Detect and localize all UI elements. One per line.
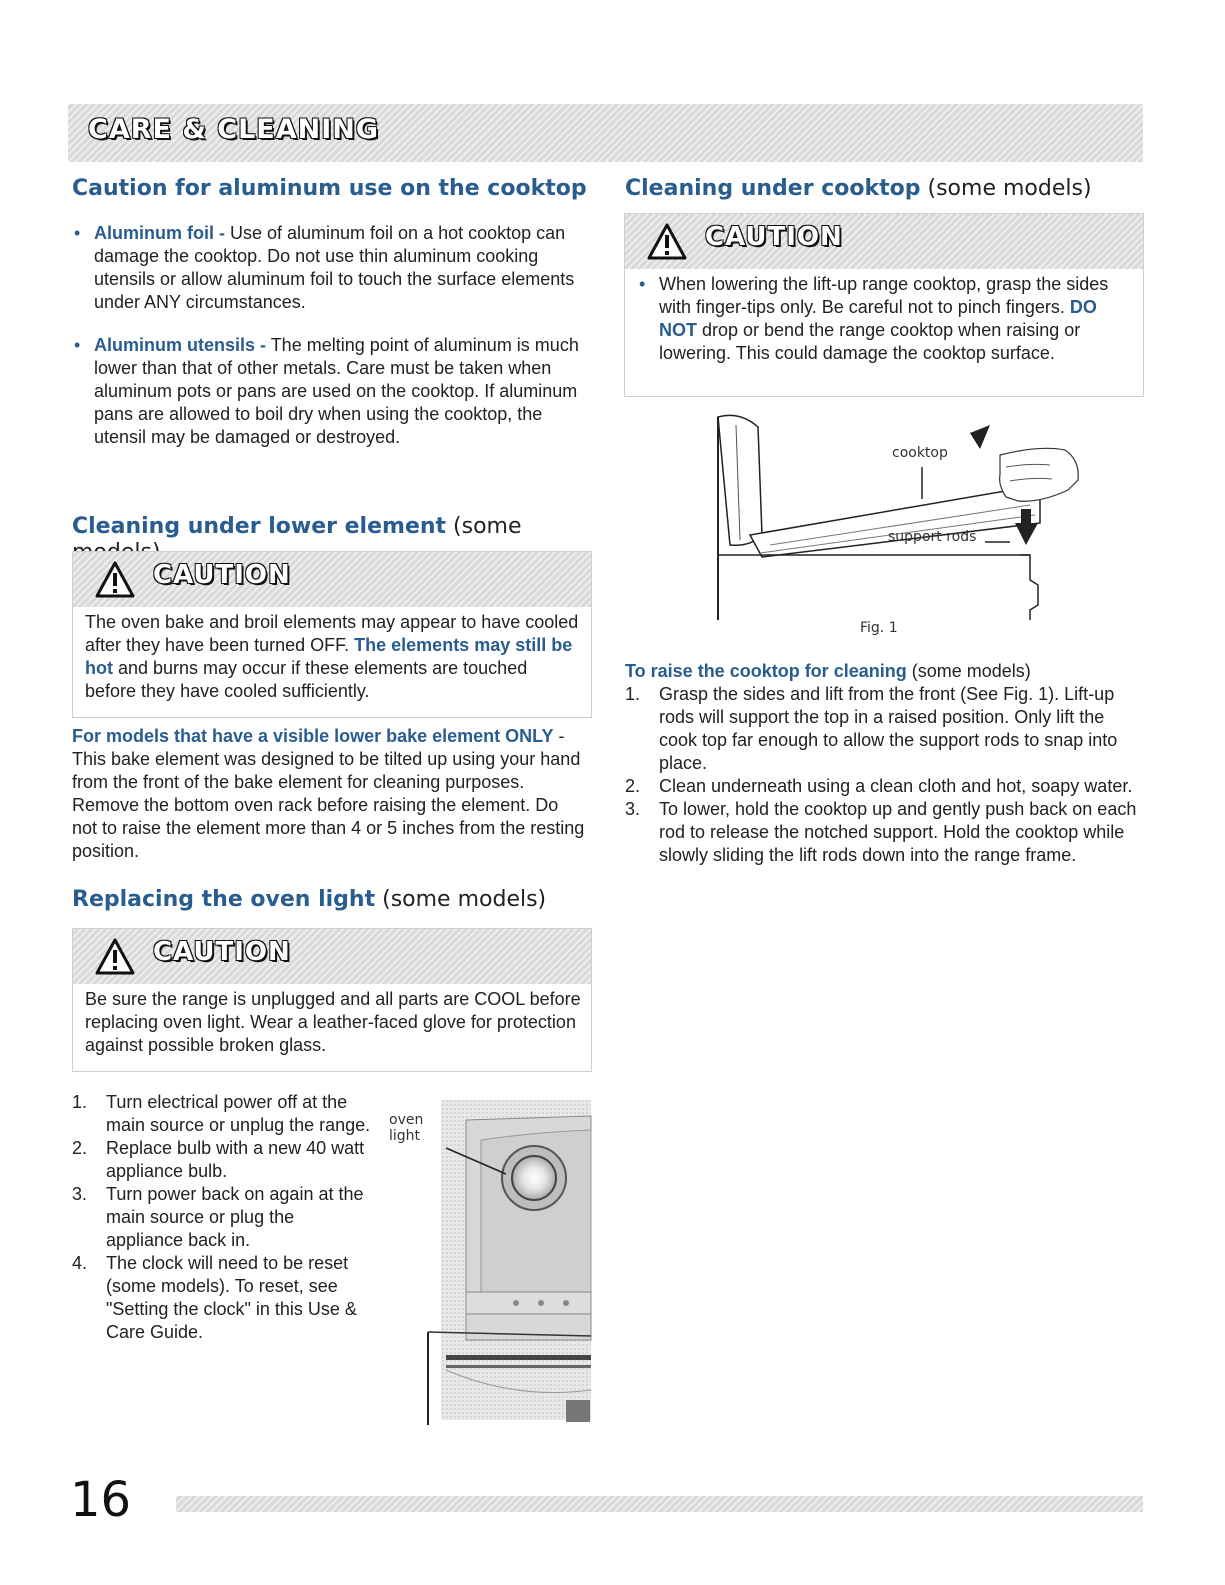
caution-header: [625, 214, 1143, 269]
step-text: Clean underneath using a clean cloth and hot, soapy water.: [659, 776, 1133, 796]
caution-text-b: and burns may occur if these elements are touched before they have cooled sufficiently.: [85, 658, 528, 701]
step-text: The clock will need to be reset (some models). To reset, see "Setting the clock" in this Use & Care Guide.: [106, 1253, 357, 1342]
caution-label: CAUTION: [705, 222, 843, 252]
cooktop-figure: [700, 405, 1100, 650]
raise-heading-text: To raise the cooktop for cleaning: [625, 661, 907, 681]
step-item: [72, 1091, 372, 1137]
heading-sub: (some models): [920, 176, 1092, 201]
models-text: - This bake element was designed to be tilted up using your hand from the front of the bake element for cleaning purposes. Remove the bottom oven rack before raising the element. Do not to raise the element more than 4 or 5 inches from the resting position.: [72, 726, 585, 861]
oven-light-label: [389, 1112, 423, 1144]
step-text: Replace bulb with a new 40 watt appliance bulb.: [106, 1138, 365, 1181]
oven-light-heading: [72, 887, 602, 913]
warning-triangle-icon: [95, 937, 135, 977]
caution-box-oven-light: [72, 928, 592, 1072]
footer-bar: [176, 1496, 1143, 1512]
support-rods-label: support rods: [888, 529, 977, 545]
caution-header: [73, 929, 591, 984]
heading-sub: (some: [453, 514, 522, 539]
caution-header: [73, 552, 591, 607]
step-number: 3.: [625, 799, 641, 819]
caution-box-under-cooktop: [624, 213, 1144, 397]
warning-triangle-icon: [95, 560, 135, 600]
figure-caption: Fig. 1: [860, 620, 898, 636]
step-text: To lower, hold the cooktop up and gently push back on each rod to release the notched support. Hold the cooktop while slowly sliding the lift rods down into the range frame.: [659, 799, 1137, 865]
bullet-term: Aluminum foil -: [94, 223, 225, 244]
step-number: 4.: [72, 1253, 88, 1273]
caution-bullet: [637, 273, 1133, 365]
bullet-aluminum-foil: [72, 222, 584, 314]
aluminum-heading: Caution for aluminum use on the cooktop: [72, 176, 587, 201]
oven-light-figure: [386, 1100, 596, 1430]
bullet-aluminum-utensils: [72, 334, 594, 449]
caution-text-a: When lowering the lift-up range cooktop, grasp the sides with finger-tips only. Be careful not to pinch fingers.: [659, 274, 1109, 317]
caution-text: [625, 269, 1143, 371]
caution-text-a: The oven bake and broil elements may appear to have cooled after they have been turned OFF.: [85, 612, 579, 655]
caution-text: Be sure the range is unplugged and all parts are COOL before replacing oven light. Wear a leather-faced glove for protection against possible broken glass.: [85, 989, 581, 1055]
step-number: 2.: [625, 776, 641, 796]
step-item: [625, 775, 1145, 798]
raise-heading-sub: (some models): [906, 661, 1031, 681]
step-item: [625, 683, 1145, 775]
caution-text: [73, 607, 591, 709]
step-item: [72, 1252, 372, 1344]
raise-cooktop-section: [625, 660, 1145, 867]
label-line-2: light: [389, 1128, 421, 1144]
section-title: CARE & CLEANING: [88, 114, 380, 145]
caution-box-lower-element: [72, 551, 592, 718]
step-text: Turn power back on again at the main source or plug the appliance back in.: [106, 1184, 364, 1250]
step-number: 2.: [72, 1138, 88, 1158]
step-text: Turn electrical power off at the main source or unplug the range.: [106, 1092, 371, 1135]
caution-bold: The elements may still be hot: [85, 635, 573, 678]
raise-heading: [625, 660, 1145, 683]
aluminum-section: [72, 176, 592, 449]
step-item: [72, 1137, 372, 1183]
under-cooktop-heading: [625, 176, 1145, 202]
oven-light-heading-wrap: [72, 887, 602, 913]
models-bold: For models that have a visible lower bake element ONLY: [72, 726, 554, 746]
page-number: 16: [70, 1472, 132, 1528]
under-cooktop-heading-wrap: [625, 176, 1145, 202]
heading-text: Replacing the oven light: [72, 887, 376, 912]
bullet-term: Aluminum utensils -: [94, 335, 267, 356]
label-line-1: oven: [389, 1112, 424, 1128]
oven-light-steps: [72, 1091, 372, 1344]
caution-label: CAUTION: [153, 937, 291, 967]
step-number: 1.: [625, 684, 641, 704]
caution-bold: DO NOT: [659, 297, 1097, 340]
heading-text: Cleaning under cooktop: [625, 176, 921, 201]
cooktop-label: cooktop: [892, 445, 948, 461]
bullet-text: The melting point of aluminum is much lower than that of other metals. Care must be taken when aluminum pots or pans are used on the cooktop. If aluminum pans are allowed to boil dry when using the cooktop, the utensil may be damaged or destroyed.: [94, 335, 579, 448]
bake-element-paragraph: [72, 725, 587, 863]
caution-label: CAUTION: [153, 560, 291, 590]
step-number: 1.: [72, 1092, 88, 1112]
heading-text: Cleaning under lower element: [72, 514, 447, 539]
caution-text-b: drop or bend the range cooktop when raising or lowering. This could damage the cooktop surface.: [659, 320, 1081, 363]
warning-triangle-icon: [647, 222, 687, 262]
step-item: [72, 1183, 372, 1252]
heading-sub: (some models): [375, 887, 547, 912]
step-text: Grasp the sides and lift from the front (See Fig. 1). Lift-up rods will support the top in a raised position. Only lift the cook top far enough to allow the support rods to snap into place.: [659, 684, 1118, 773]
step-item: [625, 798, 1145, 867]
step-number: 3.: [72, 1184, 88, 1204]
bullet-text: Use of aluminum foil on a hot cooktop can damage the cooktop. Do not use thin aluminum cooking utensils or allow aluminum foil to touch the surface elements under ANY circumstances.: [94, 223, 575, 313]
